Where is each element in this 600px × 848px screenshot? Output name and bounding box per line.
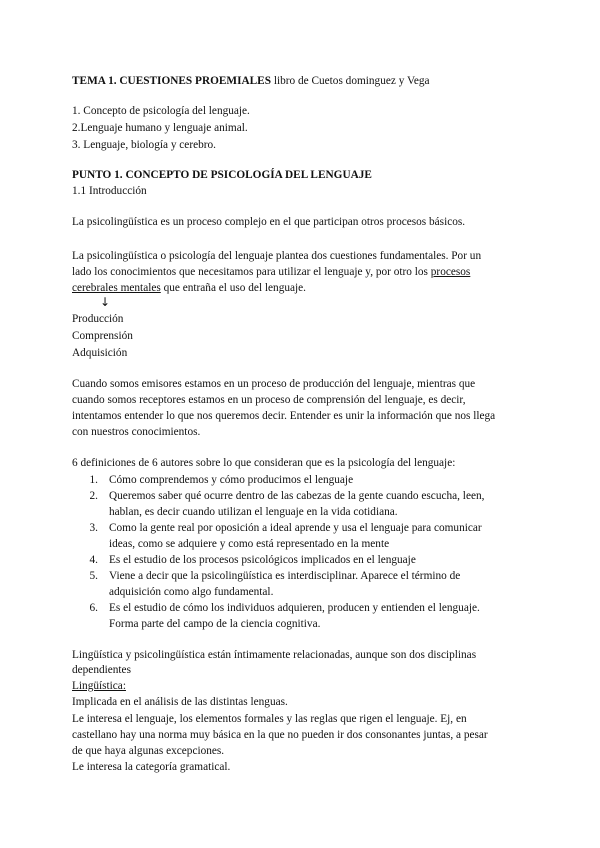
paragraph-text: que entraña el uso del lenguaje. (160, 282, 306, 294)
underlined-term: procesos (430, 266, 471, 278)
process-item: Producción (72, 313, 124, 325)
list-number: 2. (89, 490, 98, 502)
index-item: 3. Lenguaje, biología y cerebro. (72, 139, 216, 151)
process-item: Adquisición (72, 347, 128, 359)
paragraph-line (72, 264, 470, 281)
document-title (72, 73, 430, 90)
paragraph-line: La psicolingüística o psicología del lenguaje plantea dos cuestiones fundamentales. Por un (72, 250, 482, 262)
paragraph-line: con nuestros conocimientos. (72, 426, 201, 438)
list-text: Forma parte del campo de la ciencia cognitiva. (109, 618, 321, 630)
paragraph-line: Implicada en el análisis de las distintas lenguas. (72, 696, 288, 708)
list-text: Viene a decir que la psicolingüística es interdisciplinar. Aparece el término de (109, 570, 461, 582)
paragraph-line: Cuando somos emisores estamos en un proceso de producción del lenguaje, mientras que (72, 378, 476, 390)
paragraph-line: cuando somos receptores estamos en un proceso de comprensión del lenguaje, es decir, (72, 394, 466, 406)
paragraph-line: Lingüística y psicolingüística están íntimamente relacionadas, aunque son dos disciplinas (72, 649, 477, 661)
list-text: adquisición como algo fundamental. (109, 586, 274, 598)
definitions-intro: 6 definiciones de 6 autores sobre lo que consideran que es la psicología del lenguaje: (72, 457, 456, 469)
list-text: ideas, como se adquiere y como está representado en la mente (109, 538, 390, 550)
list-number: 6. (89, 602, 98, 614)
list-text: Como la gente real por oposición a ideal aprende y usa el lenguaje para comunicar (109, 522, 482, 534)
intro-paragraph: La psicolingüística es un proceso complejo en el que participan otros procesos básicos. (72, 216, 466, 228)
paragraph-line: Le interesa el lenguaje, los elementos formales y las reglas que rigen el lenguaje. Ej, en (72, 713, 467, 725)
section-subheading: 1.1 Introducción (72, 185, 147, 197)
linguistics-label: Lingüística: (72, 680, 126, 692)
paragraph-line: Le interesa la categoría gramatical. (72, 761, 231, 773)
paragraph-line: de que haya algunas excepciones. (72, 745, 225, 757)
list-text: Es el estudio de cómo los individuos adquieren, producen y entienden el lenguaje. (109, 602, 480, 614)
list-text: Es el estudio de los procesos psicológicos implicados en el lenguaje (109, 554, 416, 566)
index-item: 1. Concepto de psicología del lenguaje. (72, 105, 250, 117)
title-bold: TEMA 1. CUESTIONES PROEMIALES (72, 75, 271, 87)
paragraph-line: castellano hay una norma muy básica en la que no pueden ir dos consonantes juntas, a pesar (72, 729, 488, 741)
title-source: libro de Cuetos dominguez y Vega (271, 75, 430, 87)
process-item: Comprensión (72, 330, 133, 342)
list-number: 5. (89, 570, 98, 582)
list-text: Cómo comprendemos y cómo producimos el lenguaje (109, 474, 354, 486)
underlined-term: cerebrales mentales (72, 282, 161, 294)
index-item: 2.Lenguaje humano y lenguaje animal. (72, 122, 248, 134)
paragraph-line: intentamos entender lo que nos queremos decir. Entender es unir la información que nos llega (72, 410, 496, 422)
paragraph-line: dependientes (72, 664, 131, 676)
list-number: 1. (89, 474, 98, 486)
list-number: 4. (89, 554, 98, 566)
list-number: 3. (89, 522, 98, 534)
paragraph-text: lado los conocimientos que necesitamos para utilizar el lenguaje y, por otro los (72, 266, 431, 278)
list-text: Queremos saber qué ocurre dentro de las cabezas de la gente cuando escucha, leen, (109, 490, 485, 502)
section-heading: PUNTO 1. CONCEPTO DE PSICOLOGÍA DEL LENGUAJE (72, 169, 372, 181)
list-text: hablan, es decir cuando utilizan el lenguaje en la vida cotidiana. (109, 506, 398, 518)
down-arrow-icon: ↓ (100, 295, 111, 309)
